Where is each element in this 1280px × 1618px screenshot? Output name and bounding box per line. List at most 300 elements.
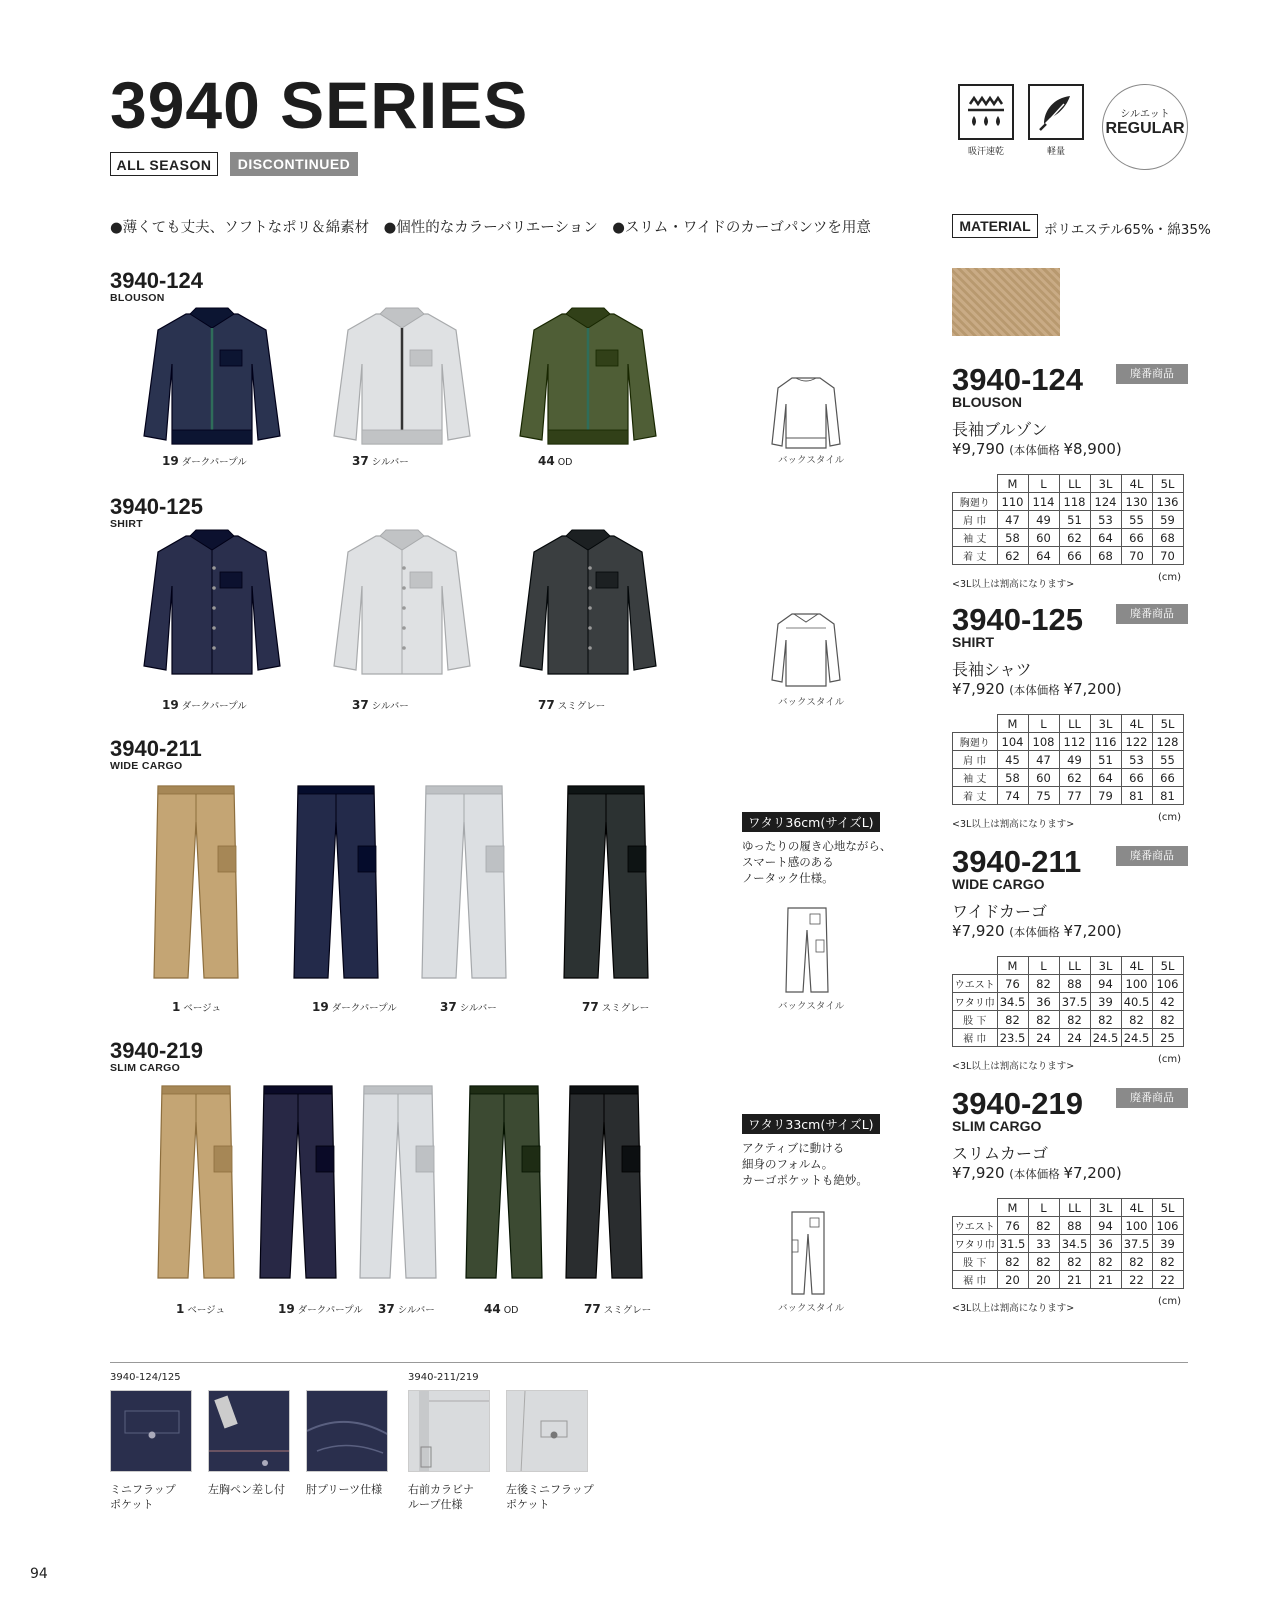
measure-value: 58: [997, 529, 1028, 547]
lightweight-feather-icon: [1028, 84, 1084, 140]
measure-value: 82: [1059, 1253, 1090, 1271]
measure-value: 39: [1152, 1235, 1183, 1253]
measure-value: 31.5: [997, 1235, 1028, 1253]
measure-value: 68: [1090, 547, 1121, 565]
measure-value: 81: [1152, 787, 1183, 805]
price: ¥9,790: [952, 440, 1005, 458]
size-header: L: [1028, 957, 1059, 975]
base-price: ¥7,200): [1063, 922, 1122, 940]
size-header: 4L: [1121, 1199, 1152, 1217]
size-header: 5L: [1152, 957, 1183, 975]
measure-value: 62: [997, 547, 1028, 565]
color-label: [162, 454, 247, 468]
fabric-swatch: [952, 268, 1060, 336]
base-price: ¥7,200): [1063, 1164, 1122, 1182]
product-name: スリムカーゴ: [952, 1144, 1049, 1163]
model-code: 3940-124: [110, 268, 203, 293]
page-number: 94: [30, 1566, 48, 1582]
measure-value: 24: [1059, 1029, 1090, 1047]
measure-value: 64: [1028, 547, 1059, 565]
model-code: 3940-211: [110, 736, 202, 761]
measure-value: 110: [997, 493, 1028, 511]
garment-image-3940-125-77: [516, 528, 660, 682]
measure-value: 88: [1059, 975, 1090, 993]
measure-value: 88: [1059, 1217, 1090, 1235]
size-row: [953, 993, 1184, 1011]
measure-label: 袖 丈: [953, 529, 998, 547]
blank-cell: [953, 475, 998, 493]
garment-image-3940-211-77: [560, 782, 652, 986]
model-code: 3940-219: [110, 1038, 203, 1063]
measure-value: 66: [1152, 769, 1183, 787]
spec-subtitle: BLOUSON: [952, 394, 1022, 410]
size-header: L: [1028, 1199, 1059, 1217]
discontinued-badge: 廃番商品: [1116, 1088, 1188, 1108]
measure-value: 36: [1090, 1235, 1121, 1253]
measure-value: 81: [1121, 787, 1152, 805]
garment-image-3940-124-19: [140, 306, 284, 460]
base-price: ¥7,200): [1063, 680, 1122, 698]
garment-image-3940-219-37: [356, 1082, 440, 1286]
measure-value: 64: [1090, 769, 1121, 787]
size-header-row: [953, 475, 1184, 493]
description-line: アクティブに動ける: [742, 1141, 845, 1155]
measure-value: 39: [1090, 993, 1121, 1011]
measure-value: 77: [1059, 787, 1090, 805]
measure-value: 42: [1152, 993, 1183, 1011]
icon-caption: 吸汗速乾: [967, 147, 1004, 157]
measure-value: 66: [1121, 529, 1152, 547]
spec-subtitle: SHIRT: [952, 634, 994, 650]
color-label: [538, 454, 573, 468]
detail-photo: [110, 1390, 192, 1472]
measure-value: 122: [1121, 733, 1152, 751]
description-line: ゆったりの履き心地ながら、: [742, 839, 892, 853]
measure-value: 62: [1059, 529, 1090, 547]
measure-label: 胸廻り: [953, 493, 998, 511]
measure-label: 股 下: [953, 1253, 998, 1271]
measure-label: 胸廻り: [953, 733, 998, 751]
measure-value: 82: [1121, 1253, 1152, 1271]
detail-caption: [306, 1482, 382, 1497]
size-table: [952, 474, 1184, 565]
measure-value: 66: [1059, 547, 1090, 565]
size-table: [952, 956, 1184, 1047]
measure-value: 66: [1121, 769, 1152, 787]
color-number: 44: [484, 1302, 501, 1316]
measure-value: 82: [1152, 1011, 1183, 1029]
measure-value: 104: [997, 733, 1028, 751]
color-name: ベージュ: [187, 1305, 225, 1316]
measure-value: 124: [1090, 493, 1121, 511]
base-price-label: (本体価格: [1009, 925, 1064, 939]
color-number: 37: [378, 1302, 395, 1316]
spec-code: 3940-211: [952, 844, 1082, 879]
silhouette-badge: [1102, 84, 1188, 170]
blank-cell: [953, 1199, 998, 1217]
color-number: 19: [162, 698, 179, 712]
measure-value: 59: [1152, 511, 1183, 529]
size-header: M: [997, 957, 1028, 975]
size-header-row: [953, 715, 1184, 733]
price: ¥7,920: [952, 922, 1005, 940]
garment-image-3940-124-44: [516, 306, 660, 460]
thigh-width-label: ワタリ36cm(サイズL): [742, 812, 880, 832]
measure-label: 裾 巾: [953, 1029, 998, 1047]
size-header: L: [1028, 715, 1059, 733]
size-header: 5L: [1152, 715, 1183, 733]
color-name: ダークパープル: [181, 457, 247, 468]
measure-value: 74: [997, 787, 1028, 805]
color-name: シルバー: [371, 701, 409, 712]
measure-value: 100: [1121, 1217, 1152, 1235]
measure-value: 130: [1121, 493, 1152, 511]
size-row: [953, 769, 1184, 787]
caption-line: ループ仕様: [408, 1498, 463, 1511]
blank-cell: [953, 715, 998, 733]
caption-line: ポケット: [110, 1498, 154, 1511]
color-label: [162, 698, 247, 712]
measure-label: 裾 巾: [953, 1271, 998, 1289]
discontinued-badge: 廃番商品: [1116, 364, 1188, 384]
measure-label: 肩 巾: [953, 511, 998, 529]
size-row: [953, 787, 1184, 805]
measure-value: 82: [1028, 1217, 1059, 1235]
product-description: [742, 1140, 868, 1188]
caption-line: ミニフラップ: [110, 1483, 176, 1496]
color-number: 37: [352, 698, 369, 712]
spec-code: 3940-124: [952, 362, 1084, 397]
measure-value: 94: [1090, 975, 1121, 993]
measure-value: 40.5: [1121, 993, 1152, 1011]
size-row: [953, 1217, 1184, 1235]
color-number: 37: [352, 454, 369, 468]
measure-value: 112: [1059, 733, 1090, 751]
color-name: スミグレー: [603, 1305, 652, 1316]
description-line: スマート感のある: [742, 855, 834, 869]
measure-value: 24.5: [1090, 1029, 1121, 1047]
garment-image-3940-125-37: [330, 528, 474, 682]
measure-value: 75: [1028, 787, 1059, 805]
measure-value: 82: [997, 1011, 1028, 1029]
measure-value: 47: [1028, 751, 1059, 769]
price-line: [952, 680, 1188, 698]
measure-label: 袖 丈: [953, 769, 998, 787]
measure-value: 118: [1059, 493, 1090, 511]
color-number: 1: [172, 1000, 181, 1014]
color-name: ダークパープル: [297, 1305, 363, 1316]
measure-value: 70: [1152, 547, 1183, 565]
garment-image-3940-219-44: [462, 1082, 546, 1286]
color-name: シルバー: [397, 1305, 435, 1316]
measure-value: 82: [1028, 975, 1059, 993]
size-note: <3L以上は割高になります>: [952, 1061, 1075, 1072]
size-header: 3L: [1090, 957, 1121, 975]
measure-value: 79: [1090, 787, 1121, 805]
season-tag: ALL SEASON: [110, 152, 218, 176]
discontinued-tag: DISCONTINUED: [230, 152, 358, 176]
discontinued-badge: 廃番商品: [1116, 846, 1188, 866]
measure-value: 62: [1059, 769, 1090, 787]
size-header: 4L: [1121, 715, 1152, 733]
size-row: [953, 511, 1184, 529]
size-unit: (cm): [1158, 812, 1182, 823]
detail-caption: [110, 1482, 176, 1512]
measure-value: 106: [1152, 975, 1183, 993]
back-style-caption: バックスタイル: [778, 1001, 845, 1012]
measure-label: ウエスト: [953, 1217, 998, 1235]
blank-cell: [953, 957, 998, 975]
size-header: 4L: [1121, 957, 1152, 975]
silhouette-label: シルエット: [1120, 109, 1170, 120]
size-unit: (cm): [1158, 1054, 1182, 1065]
color-label: [312, 1000, 397, 1014]
discontinued-badge: 廃番商品: [1116, 604, 1188, 624]
measure-value: 55: [1152, 751, 1183, 769]
model-subtitle: WIDE CARGO: [110, 760, 183, 772]
detail-photo: [408, 1390, 490, 1472]
color-name: OD: [557, 457, 573, 468]
size-row: [953, 1235, 1184, 1253]
color-name: ダークパープル: [181, 701, 247, 712]
size-header: 5L: [1152, 1199, 1183, 1217]
color-label: [352, 454, 409, 468]
size-header: L: [1028, 475, 1059, 493]
measure-value: 60: [1028, 769, 1059, 787]
detail-caption: [506, 1482, 594, 1512]
color-label: [440, 1000, 497, 1014]
measure-label: 肩 巾: [953, 751, 998, 769]
size-row: [953, 733, 1184, 751]
measure-value: 128: [1152, 733, 1183, 751]
model-heading: [110, 496, 203, 530]
measure-label: 股 下: [953, 1011, 998, 1029]
size-header: 3L: [1090, 1199, 1121, 1217]
size-header: LL: [1059, 715, 1090, 733]
measure-value: 76: [997, 1217, 1028, 1235]
measure-value: 23.5: [997, 1029, 1028, 1047]
measure-value: 82: [1152, 1253, 1183, 1271]
measure-value: 34.5: [997, 993, 1028, 1011]
garment-image-3940-124-37: [330, 306, 474, 460]
price-line: [952, 440, 1188, 458]
caption-line: 左後ミニフラップ: [506, 1483, 594, 1496]
measure-value: 82: [1028, 1011, 1059, 1029]
size-row: [953, 1011, 1184, 1029]
feature-icon-group: [958, 84, 1021, 157]
garment-image-3940-219-19: [256, 1082, 340, 1286]
size-unit: (cm): [1158, 572, 1182, 583]
size-table: [952, 714, 1184, 805]
spec-block-3940-124: [952, 364, 1188, 458]
price: ¥7,920: [952, 680, 1005, 698]
color-name: OD: [503, 1305, 519, 1316]
price-line: [952, 922, 1188, 940]
measure-value: 116: [1090, 733, 1121, 751]
back-style-sketch: [788, 1210, 828, 1300]
size-row: [953, 1271, 1184, 1289]
base-price: ¥8,900): [1063, 440, 1122, 458]
measure-value: 76: [997, 975, 1028, 993]
measure-value: 47: [997, 511, 1028, 529]
measure-value: 60: [1028, 529, 1059, 547]
measure-value: 82: [1059, 1011, 1090, 1029]
size-header: 3L: [1090, 475, 1121, 493]
measure-value: 24: [1028, 1029, 1059, 1047]
icon-caption: 軽量: [1046, 147, 1065, 157]
caption-line: 肘プリーツ仕様: [306, 1483, 383, 1496]
size-row: [953, 529, 1184, 547]
size-header: M: [997, 1199, 1028, 1217]
size-row: [953, 1253, 1184, 1271]
series-title: 3940 SERIES: [110, 68, 529, 142]
size-header: M: [997, 715, 1028, 733]
color-number: 77: [538, 698, 555, 712]
measure-value: 51: [1059, 511, 1090, 529]
measure-value: 82: [1090, 1011, 1121, 1029]
measure-value: 55: [1121, 511, 1152, 529]
color-name: シルバー: [459, 1003, 497, 1014]
size-header: LL: [1059, 475, 1090, 493]
measure-label: 着 丈: [953, 787, 998, 805]
measure-value: 45: [997, 751, 1028, 769]
size-unit: (cm): [1158, 1296, 1182, 1307]
color-number: 77: [582, 1000, 599, 1014]
features-line: ●薄くても丈夫、ソフトなポリ＆綿素材 ●個性的なカラーバリエーション ●スリム・ワイドのカーゴパンツを用意: [110, 220, 871, 236]
price: ¥7,920: [952, 1164, 1005, 1182]
measure-label: 着 丈: [953, 547, 998, 565]
description-line: カーゴポケットも絶妙。: [742, 1173, 868, 1187]
detail-caption: [208, 1482, 285, 1497]
measure-value: 22: [1152, 1271, 1183, 1289]
size-row: [953, 1029, 1184, 1047]
spec-code: 3940-219: [952, 1086, 1084, 1121]
spec-block-3940-219: [952, 1088, 1188, 1182]
measure-value: 36: [1028, 993, 1059, 1011]
measure-value: 22: [1121, 1271, 1152, 1289]
back-style-caption: バックスタイル: [778, 455, 845, 466]
size-note: <3L以上は割高になります>: [952, 579, 1075, 590]
measure-label: ワタリ巾: [953, 1235, 998, 1253]
measure-value: 100: [1121, 975, 1152, 993]
spec-code: 3940-125: [952, 602, 1084, 637]
spec-block-3940-125: [952, 604, 1188, 698]
model-code: 3940-125: [110, 494, 203, 519]
size-row: [953, 547, 1184, 565]
measure-value: 37.5: [1121, 1235, 1152, 1253]
model-heading: [110, 738, 202, 772]
color-label: [172, 1000, 221, 1014]
price-line: [952, 1164, 1188, 1182]
color-name: スミグレー: [557, 701, 606, 712]
size-table: [952, 1198, 1184, 1289]
garment-image-3940-211-19: [290, 782, 382, 986]
spec-subtitle: WIDE CARGO: [952, 876, 1045, 892]
color-number: 44: [538, 454, 555, 468]
detail-group-label: 3940-124/125: [110, 1372, 181, 1383]
measure-value: 20: [997, 1271, 1028, 1289]
measure-value: 94: [1090, 1217, 1121, 1235]
measure-value: 106: [1152, 1217, 1183, 1235]
detail-caption: [408, 1482, 474, 1512]
sweat-absorb-quick-dry-icon: [958, 84, 1014, 140]
color-label: [538, 698, 605, 712]
size-row: [953, 493, 1184, 511]
spec-subtitle: SLIM CARGO: [952, 1118, 1042, 1134]
measure-value: 49: [1059, 751, 1090, 769]
size-header: LL: [1059, 1199, 1090, 1217]
measure-value: 49: [1028, 511, 1059, 529]
size-header-row: [953, 1199, 1184, 1217]
section-divider: [110, 1362, 1188, 1363]
product-name: 長袖ブルゾン: [952, 420, 1048, 439]
silhouette-value: REGULAR: [1105, 120, 1185, 137]
material-tag: MATERIAL: [952, 214, 1038, 238]
model-heading: [110, 1040, 203, 1074]
measure-value: 70: [1121, 547, 1152, 565]
feature-icon-group: [1028, 84, 1091, 157]
thigh-width-label: ワタリ33cm(サイズL): [742, 1114, 880, 1134]
color-number: 37: [440, 1000, 457, 1014]
measure-label: ワタリ巾: [953, 993, 998, 1011]
color-label: [378, 1302, 435, 1316]
measure-value: 21: [1059, 1271, 1090, 1289]
model-heading: [110, 270, 203, 304]
detail-group-label: 3940-211/219: [408, 1372, 479, 1383]
back-style-caption: バックスタイル: [778, 1303, 845, 1314]
garment-image-3940-219-1: [154, 1082, 238, 1286]
size-header: 3L: [1090, 715, 1121, 733]
size-header-row: [953, 957, 1184, 975]
color-name: ダークパープル: [331, 1003, 397, 1014]
description-line: ノータック仕様。: [742, 871, 834, 885]
base-price-label: (本体価格: [1009, 683, 1064, 697]
product-name: ワイドカーゴ: [952, 902, 1048, 921]
material-text: ポリエステル65%・綿35%: [1044, 222, 1211, 238]
measure-value: 82: [1090, 1253, 1121, 1271]
size-header: LL: [1059, 957, 1090, 975]
color-number: 19: [312, 1000, 329, 1014]
color-number: 1: [176, 1302, 185, 1316]
measure-value: 114: [1028, 493, 1059, 511]
size-header: 5L: [1152, 475, 1183, 493]
size-note: <3L以上は割高になります>: [952, 819, 1075, 830]
garment-image-3940-211-1: [150, 782, 242, 986]
measure-value: 68: [1152, 529, 1183, 547]
garment-image-3940-211-37: [418, 782, 510, 986]
garment-image-3940-219-77: [562, 1082, 646, 1286]
spec-block-3940-211: [952, 846, 1188, 940]
color-name: スミグレー: [601, 1003, 650, 1014]
measure-value: 37.5: [1059, 993, 1090, 1011]
measure-value: 82: [1028, 1253, 1059, 1271]
detail-photo: [506, 1390, 588, 1472]
garment-image-3940-125-19: [140, 528, 284, 682]
color-label: [278, 1302, 363, 1316]
color-label: [582, 1000, 649, 1014]
measure-value: 82: [1121, 1011, 1152, 1029]
measure-value: 136: [1152, 493, 1183, 511]
color-name: ベージュ: [183, 1003, 221, 1014]
measure-value: 20: [1028, 1271, 1059, 1289]
base-price-label: (本体価格: [1009, 1167, 1064, 1181]
measure-value: 51: [1090, 751, 1121, 769]
detail-photo: [208, 1390, 290, 1472]
color-label: [176, 1302, 225, 1316]
color-label: [584, 1302, 651, 1316]
measure-value: 82: [997, 1253, 1028, 1271]
caption-line: 左胸ペン差し付: [208, 1483, 285, 1496]
